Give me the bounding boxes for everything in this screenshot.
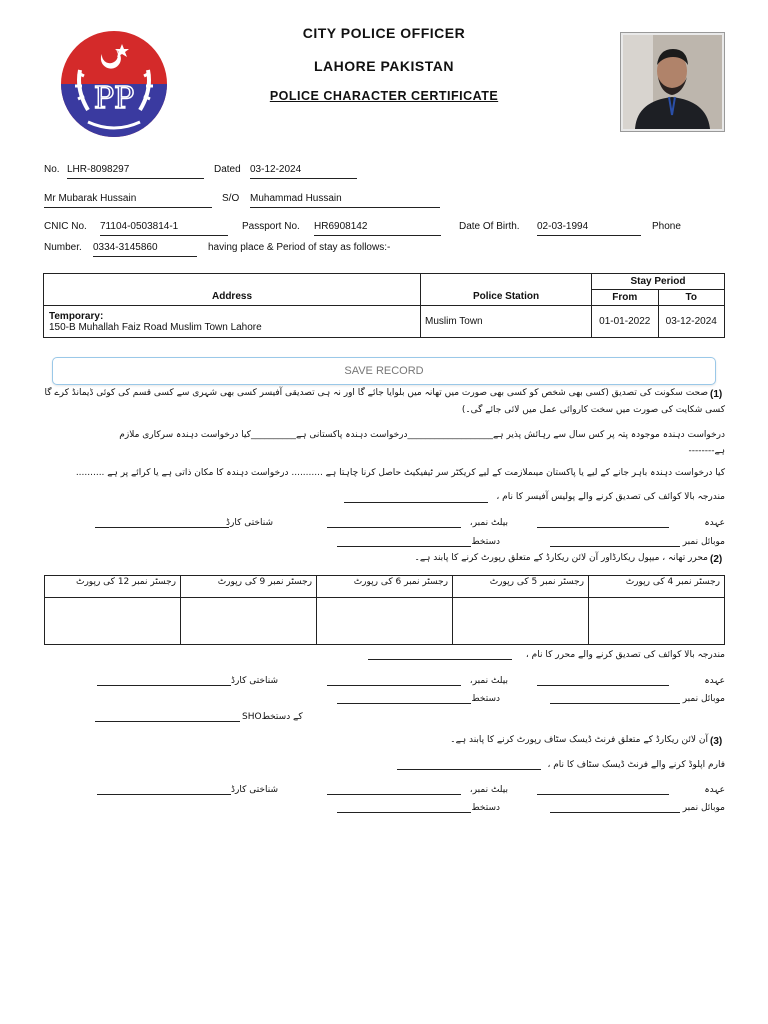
number-label: Number. [44,242,82,253]
officer-rank-label: عہدہ [704,518,725,528]
moharrir-rank-label: عہدہ [704,676,725,686]
person-icon [623,35,722,129]
officer-id-line[interactable] [95,527,229,528]
register-12-header: رجسٹر نمبر 12 کی رپورٹ [45,576,181,598]
section-1-line1: صحت سکونت کی تصدیق (کسی بھی شخص کو کسی بھی صورت میں تھانہ میں بلوایا جائے گا اور نہ ہی تصدیقی آفیسر کسی بھی شہری سے کسی قسم کی کوئی ڈیمانڈ کرے گا [44,388,708,398]
frontdesk-rank-label: عہدہ [704,785,725,795]
applicant-photo [620,32,725,132]
to-header: To [658,290,725,306]
dob-value: 02-03-1994 [537,221,641,236]
moharrir-id-line[interactable] [97,685,231,686]
sho-signature-label: SHOکے دستخط [242,712,303,722]
moharrir-name-line[interactable] [368,659,512,660]
section-2-text: محرر تھانہ ، میپول ریکارڈاور آن لائن ریکارڈ کے متعلق رپورٹ کرنے کا پابند ہے۔ [414,553,708,563]
frontdesk-signature-line[interactable] [337,812,471,813]
section-3-text: آن لائن ریکارڈ کے متعلق فرنٹ ڈیسک سٹاف رپورٹ کرنے کا پابند ہے۔ [450,735,708,745]
frontdesk-name-label: فارم اپلوڈ کرنے والے فرنٹ ڈیسک سٹاف کا نام ، [547,760,725,770]
officer-name-line[interactable] [344,502,488,503]
moharrir-name-label: مندرجہ بالا کوائف کی تصدیق کرنے والے محرر کا نام ، [525,650,725,660]
section-2-number: (2) [710,554,723,565]
dob-label: Date Of Birth. [459,221,520,232]
frontdesk-id-line[interactable] [97,794,231,795]
register-12-cell[interactable] [45,598,181,645]
frontdesk-belt-line[interactable] [327,794,461,795]
father-name: Muhammad Hussain [250,193,440,208]
moharrir-belt-line[interactable] [327,685,461,686]
officer-id-label: شناختی کارڈ [225,518,273,528]
frontdesk-id-label: شناختی کارڈ [230,785,278,795]
to-value: 03-12-2024 [658,306,725,338]
residence-question: درخواست دہندہ موجودہ پتہ پر کس سال سے رہائش پذیر ہے___________________درخواست دہندہ پاکستانی ہے__________کیا درخواست دہندہ سرکاری ملازم [119,430,725,440]
cnic-label: CNIC No. [44,221,87,232]
officer-signature-label: دستخط [471,537,500,547]
moharrir-mobile-line[interactable] [550,703,680,704]
moharrir-id-label: شناختی کارڈ [230,676,278,686]
officer-mobile-label: موبائل نمبر [682,537,725,547]
frontdesk-mobile-label: موبائل نمبر [682,803,725,813]
officer-signature-line[interactable] [337,546,471,547]
certificate-number: LHR-8098297 [67,164,204,179]
section-1-number: (1) [710,389,723,400]
address-header: Address [44,274,421,306]
svg-text:PP: PP [93,81,135,116]
section-3-number: (3) [710,736,723,747]
officer-name-label: مندرجہ بالا کوائف کی تصدیق کرنے والے پولیس آفیسر کا نام ، [496,492,725,502]
register-5-header: رجسٹر نمبر 5 کی رپورٹ [453,576,589,598]
frontdesk-rank-line[interactable] [537,794,669,795]
office-title: CITY POLICE OFFICER [302,25,466,41]
stay-text: having place & Period of stay as follows:- [208,242,391,253]
passport-label: Passport No. [242,221,300,232]
from-value: 01-01-2022 [592,306,659,338]
so-label: S/O [222,193,240,204]
moharrir-rank-line[interactable] [537,685,669,686]
applicant-name: Mr Mubarak Hussain [44,193,212,208]
save-record-button[interactable]: SAVE RECORD [52,357,716,385]
moharrir-mobile-label: موبائل نمبر [682,694,725,704]
sho-signature-line[interactable] [95,721,240,722]
officer-rank-line[interactable] [537,527,669,528]
frontdesk-belt-label: بیلٹ نمبر، [469,785,508,795]
passport-value: HR6908142 [314,221,441,236]
cnic-value: 71104-0503814-1 [100,221,228,236]
dated-value: 03-12-2024 [250,164,357,179]
frontdesk-signature-label: دستخط [471,803,500,813]
register-5-cell[interactable] [453,598,589,645]
from-header: From [592,290,659,306]
officer-belt-label: بیلٹ نمبر، [469,518,508,528]
stay-header: Stay Period [592,274,725,290]
temporary-label: Temporary: [49,310,104,322]
register-9-header: رجسٹر نمبر 9 کی رپورٹ [181,576,317,598]
station-value: Muslim Town [421,306,592,338]
city-title: LAHORE PAKISTAN [314,58,454,74]
residence-question-end: ہے-------- [688,446,725,456]
register-6-header: رجسٹر نمبر 6 کی رپورٹ [317,576,453,598]
police-logo [58,30,170,138]
dated-label: Dated [214,164,241,175]
officer-mobile-line[interactable] [550,546,680,547]
officer-belt-line[interactable] [327,527,461,528]
register-4-header: رجسٹر نمبر 4 کی رپورٹ [589,576,725,598]
section-1-line2: کسی شکایت کی صورت میں سخت کاروائی عمل میں لائی جائے گی۔) [461,405,725,415]
moharrir-belt-label: بیلٹ نمبر، [469,676,508,686]
phone-label: Phone [652,221,681,232]
no-label: No. [44,164,60,175]
register-6-cell[interactable] [317,598,453,645]
moharrir-signature-label: دستخط [471,694,500,704]
register-table [44,575,725,645]
moharrir-signature-line[interactable] [337,703,471,704]
frontdesk-name-line[interactable] [397,769,541,770]
address-cell [44,306,421,338]
register-4-cell[interactable] [589,598,725,645]
certificate-title: POLICE CHARACTER CERTIFICATE [269,89,499,103]
certificate-purpose-question: کیا درخواست دہندہ باہر جانے کے لیے یا پاکستان میںملازمت کے لیے کریکٹر سر ٹیفیکیٹ حاصل کرنا چاہتا ہے ........... درخواست دہندہ کا مکان ذاتی ہے یا کرائے پر ہے .......... [75,468,725,478]
address-table [43,273,725,338]
frontdesk-mobile-line[interactable] [550,812,680,813]
address-value: 150-B Muhallah Faiz Road Muslim Town Lahore [49,321,262,333]
station-header: Police Station [421,274,592,306]
register-9-cell[interactable] [181,598,317,645]
phone-value: 0334-3145860 [93,242,197,257]
